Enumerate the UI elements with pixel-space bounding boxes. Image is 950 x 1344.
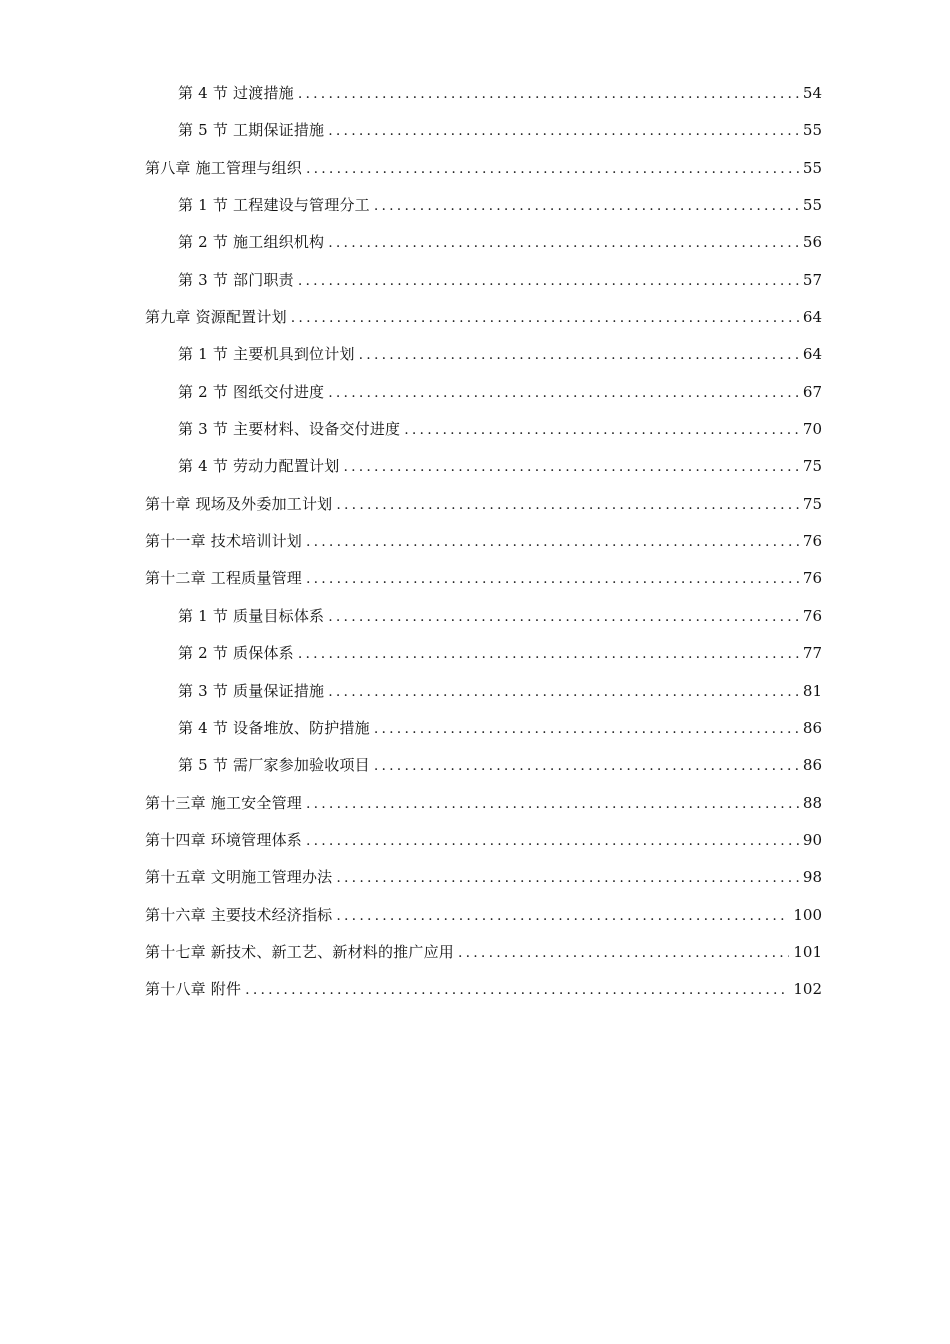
toc-entry (145, 489, 822, 526)
toc-entry (145, 190, 822, 227)
toc-dot-leader (306, 826, 799, 856)
toc-page-number: 54 (802, 84, 822, 102)
toc-entry-title: 第十二章 工程质量管理 (145, 569, 302, 588)
toc-dot-leader (298, 79, 799, 109)
toc-entry (145, 937, 822, 974)
toc-entry (145, 339, 822, 376)
toc-dot-leader (343, 452, 798, 482)
toc-page-number: 55 (802, 121, 822, 140)
toc-dot-leader (336, 490, 799, 520)
toc-entry (145, 788, 822, 825)
toc-page-number: 86 (802, 718, 822, 737)
toc-dot-leader (306, 789, 799, 819)
toc-page-number: 81 (802, 681, 822, 700)
toc-entry-title: 第 4 节 过渡措施 (178, 84, 294, 102)
toc-page-number: 57 (802, 270, 822, 289)
toc-entry (145, 302, 822, 339)
toc-entry-title: 第九章 资源配置计划 (145, 308, 287, 327)
toc-entry (145, 638, 822, 675)
toc-page-number: 76 (802, 606, 822, 625)
toc-page-number: 64 (802, 308, 822, 327)
toc-entry-title: 第 4 节 劳动力配置计划 (178, 457, 340, 476)
toc-entry (145, 78, 822, 115)
toc-page-number: 88 (802, 793, 822, 812)
toc-dot-leader (374, 714, 799, 744)
toc-entry (145, 713, 822, 750)
toc-entry-title: 第 4 节 设备堆放、防护措施 (178, 718, 370, 737)
toc-dot-leader (291, 303, 799, 333)
toc-page-number: 90 (802, 830, 822, 849)
toc-entry-title: 第 1 节 工程建设与管理分工 (178, 196, 370, 215)
toc-entry (145, 563, 822, 600)
toc-dot-leader (328, 228, 799, 258)
toc-page-number: 55 (802, 196, 822, 215)
toc-page-number: 76 (802, 532, 822, 551)
toc-entry-title: 第 1 节 质量目标体系 (178, 606, 325, 625)
toc-dot-leader (245, 975, 789, 1005)
toc-entry-title: 第十七章 新技术、新工艺、新材料的推广应用 (145, 942, 454, 961)
toc-entry (145, 115, 822, 152)
toc-dot-leader (298, 639, 799, 669)
toc-entry-title: 第十章 现场及外委加工计划 (145, 494, 333, 513)
toc-dot-leader (336, 863, 799, 893)
toc-entry-title: 第 2 节 图纸交付进度 (178, 382, 325, 401)
toc-page-number: 76 (802, 569, 822, 588)
toc-page-number: 102 (793, 980, 822, 999)
toc-page-number: 98 (802, 868, 822, 887)
toc-page-number: 86 (802, 756, 822, 775)
toc-entry-title: 第十八章 附件 (145, 980, 242, 999)
toc-entry (145, 750, 822, 787)
toc-entry (145, 974, 822, 1011)
toc-dot-leader (359, 340, 799, 370)
toc-entry (145, 153, 822, 190)
toc-entry-title: 第 5 节 需厂家参加验收项目 (178, 756, 370, 775)
toc-entry-title: 第 3 节 部门职责 (178, 270, 294, 289)
toc-page-number: 101 (793, 942, 822, 961)
toc-entry-title: 第 2 节 施工组织机构 (178, 233, 325, 252)
toc-entry-title: 第 3 节 主要材料、设备交付进度 (178, 420, 401, 439)
toc-dot-leader (328, 602, 799, 632)
toc-dot-leader (306, 564, 799, 594)
toc-entry-title: 第八章 施工管理与组织 (145, 158, 302, 177)
toc-entry (145, 825, 822, 862)
toc-entry (145, 265, 822, 302)
toc-page-number: 55 (802, 158, 822, 177)
table-of-contents (145, 78, 822, 1012)
toc-entry (145, 900, 822, 937)
toc-dot-leader (404, 415, 799, 445)
toc-page-number: 77 (802, 644, 822, 663)
toc-entry (145, 451, 822, 488)
toc-entry-title: 第 2 节 质保体系 (178, 644, 294, 663)
toc-dot-leader (306, 154, 799, 184)
toc-page-number: 75 (802, 494, 822, 513)
toc-entry-title: 第十六章 主要技术经济指标 (145, 905, 333, 924)
toc-entry-title: 第十三章 施工安全管理 (145, 793, 302, 812)
toc-page-number: 56 (802, 233, 822, 252)
toc-dot-leader (374, 191, 799, 221)
toc-dot-leader (374, 751, 799, 781)
toc-entry-title: 第 1 节 主要机具到位计划 (178, 345, 355, 364)
toc-page-number: 100 (793, 905, 822, 924)
toc-entry-title: 第十五章 文明施工管理办法 (145, 868, 333, 887)
toc-dot-leader (328, 378, 799, 408)
toc-page-number: 67 (802, 382, 822, 401)
toc-page-number: 64 (802, 345, 822, 364)
toc-entry (145, 526, 822, 563)
toc-page-number: 75 (802, 457, 822, 476)
toc-dot-leader (328, 677, 799, 707)
toc-entry (145, 862, 822, 899)
toc-entry (145, 676, 822, 713)
toc-dot-leader (298, 266, 799, 296)
toc-dot-leader (328, 116, 799, 146)
toc-entry-title: 第 5 节 工期保证措施 (178, 121, 325, 140)
toc-dot-leader (306, 527, 799, 557)
toc-entry (145, 377, 822, 414)
toc-entry-title: 第 3 节 质量保证措施 (178, 681, 325, 700)
toc-dot-leader (458, 938, 789, 968)
toc-entry (145, 414, 822, 451)
toc-entry (145, 227, 822, 264)
toc-dot-leader (336, 901, 789, 931)
toc-page-number: 70 (802, 420, 822, 439)
toc-entry (145, 601, 822, 638)
toc-entry-title: 第十四章 环境管理体系 (145, 830, 302, 849)
toc-entry-title: 第十一章 技术培训计划 (145, 532, 302, 551)
